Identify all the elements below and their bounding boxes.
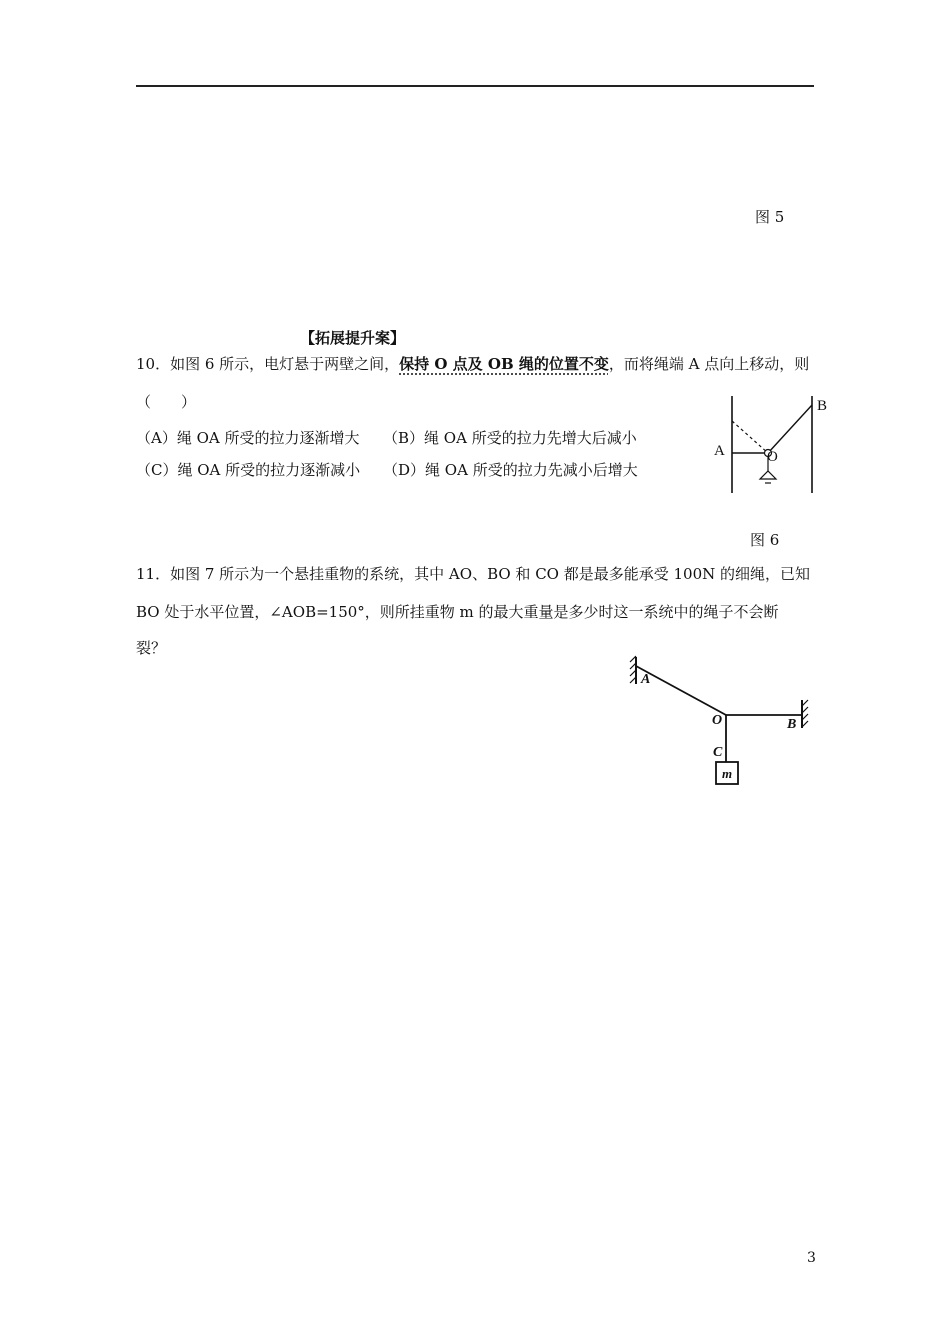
- figure-6-caption: 图 6: [750, 531, 780, 549]
- q10-option-b: （B）绳 OA 所受的拉力先增大后减小: [383, 429, 637, 447]
- header-rule: [136, 85, 814, 87]
- question-11-line3: 裂？: [136, 639, 167, 657]
- label-b: B: [787, 717, 797, 732]
- question-11-line1: 11．如图 7 所示为一个悬挂重物的系统，其中 AO、BO 和 CO 都是最多能承受 100N 的细绳，已知: [136, 565, 811, 583]
- label-b: B: [817, 398, 828, 414]
- q10-option-d: （D）绳 OA 所受的拉力先减小后增大: [383, 461, 638, 479]
- figure-5-caption: 图 5: [755, 208, 785, 226]
- figure-7-diagram: [630, 652, 820, 792]
- rope-oa-dashed: [732, 421, 768, 453]
- question-10-line1: [136, 354, 809, 374]
- q10-emphasis: 保持 O 点及 OB 绳的位置不变: [399, 355, 609, 373]
- page-number: 3: [807, 1250, 816, 1266]
- q10-option-a: （A）绳 OA 所受的拉力逐渐增大: [136, 429, 360, 447]
- wall-b-hatch: [802, 700, 808, 728]
- question-11-line2: BO 处于水平位置，∠AOB=150°，则所挂重物 m 的最大重量是多少时这一系统中的绳子不会断: [136, 603, 779, 621]
- q10-answer-blank: （ ）: [136, 393, 197, 411]
- q10-option-c: （C）绳 OA 所受的拉力逐渐减小: [136, 461, 361, 479]
- label-c: C: [713, 745, 723, 760]
- label-m: m: [722, 766, 733, 781]
- label-o: O: [767, 449, 778, 465]
- rope-ob: [768, 405, 812, 453]
- q10-suffix: ，而将绳端 A 点向上移动，则: [608, 355, 810, 373]
- lamp-icon: [760, 471, 776, 479]
- label-a: A: [714, 443, 725, 459]
- label-a: A: [641, 672, 651, 687]
- label-o: O: [712, 713, 723, 728]
- q10-prefix: 10．如图 6 所示，电灯悬于两壁之间，: [136, 355, 400, 373]
- wall-a-hatch: [630, 656, 636, 684]
- figure-6-diagram: [705, 393, 828, 503]
- section-title: 【拓展提升案】: [300, 329, 406, 347]
